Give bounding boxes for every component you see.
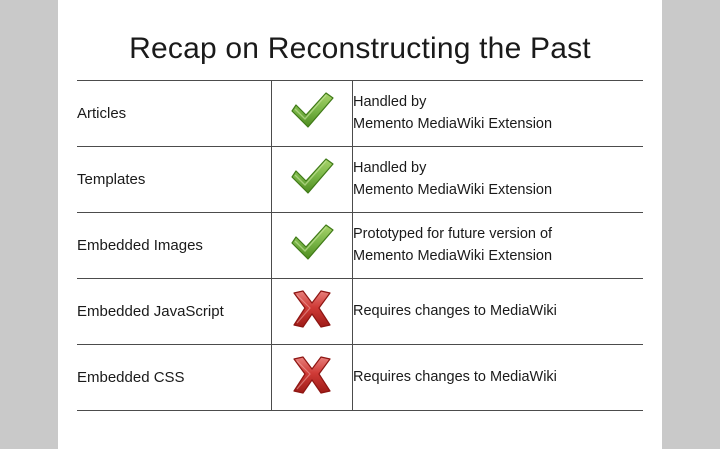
red-x-icon [286,287,338,331]
slide-content [58,0,662,449]
table-row [77,345,643,411]
row-note-line-2: Memento MediaWiki Extension [353,115,553,132]
green-check-icon [286,221,338,265]
row-label-cell [77,345,272,411]
green-check-icon [286,155,338,199]
row-label: Articles [77,105,127,122]
row-status-cell [272,213,353,279]
row-note-cell [353,345,644,411]
row-note-line-1: Requires changes to MediaWiki [353,302,557,319]
row-note-line-1: Requires changes to MediaWiki [353,368,557,385]
red-x-icon [286,353,338,397]
row-note-cell [353,279,644,345]
row-label-cell [77,81,272,147]
row-note-line-1: Prototyped for future version of [353,226,553,243]
row-note-line-1: Handled by [353,160,427,177]
table-row [77,213,643,279]
row-note-cell [353,81,644,147]
row-note-cell [353,213,644,279]
row-label-cell [77,213,272,279]
table-row [77,81,643,147]
row-label-cell [77,279,272,345]
row-note-line-1: Handled by [353,94,427,111]
row-label: Embedded Images [77,237,203,254]
row-note-cell [353,147,644,213]
row-status-cell [272,81,353,147]
row-note-line-2: Memento MediaWiki Extension [353,247,553,264]
row-status-cell [272,279,353,345]
slide-canvas [58,0,662,449]
row-status-cell [272,147,353,213]
row-label: Embedded CSS [77,369,185,386]
page-title: Recap on Reconstructing the Past [129,32,591,65]
row-label: Embedded JavaScript [77,303,224,320]
row-status-cell [272,345,353,411]
row-label-cell [77,147,272,213]
green-check-icon [286,89,338,133]
row-label: Templates [77,171,146,188]
row-note-line-2: Memento MediaWiki Extension [353,181,553,198]
table-row [77,279,643,345]
table-row [77,147,643,213]
recap-table [77,80,643,411]
